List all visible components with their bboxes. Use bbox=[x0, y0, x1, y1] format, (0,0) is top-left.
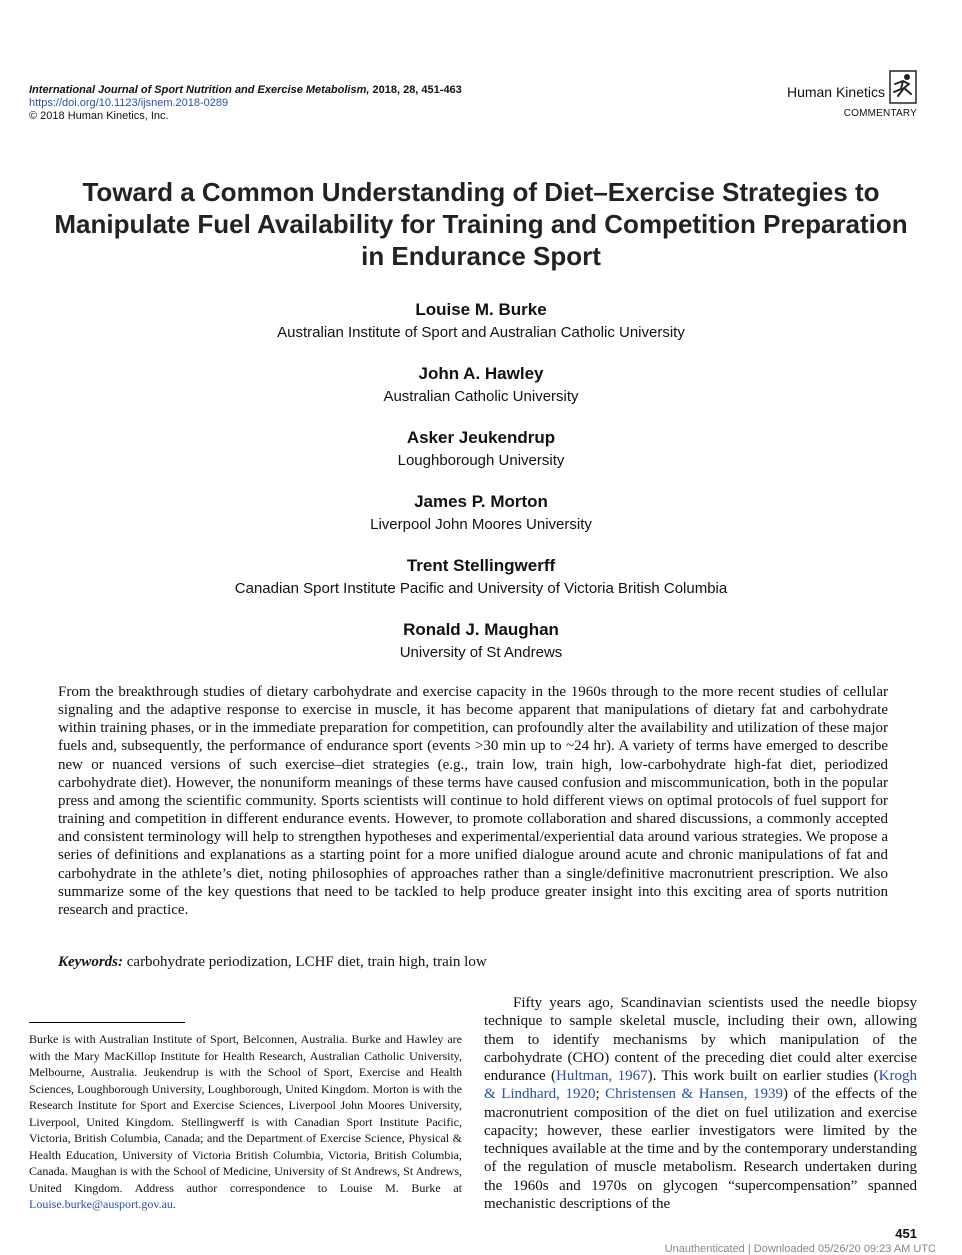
author-name: Asker Jeukendrup bbox=[406, 428, 556, 447]
author-affiliation: Australian Catholic University bbox=[383, 388, 579, 405]
author-affiliation: Australian Institute of Sport and Australian Catholic University bbox=[277, 324, 685, 341]
citation-separator: ; bbox=[595, 1086, 606, 1103]
body-text: Fifty years ago, Scandinavian scientists used the needle biopsy technique to sample skeletal muscle, including their own, allowing them to identify mechanisms by which manipulation of the carbohydrate (CHO) content of the preceding diet could alter exercise endurance ( bbox=[484, 995, 917, 1084]
human-kinetics-logo-icon bbox=[889, 70, 917, 104]
author-name: Ronald J. Maughan bbox=[403, 620, 559, 639]
journal-header bbox=[29, 84, 462, 123]
author-entry bbox=[40, 490, 922, 554]
author-affiliation: University of St Andrews bbox=[399, 644, 563, 661]
author-entry bbox=[40, 298, 922, 362]
citation-link[interactable]: Hultman, 1967 bbox=[556, 1068, 648, 1084]
author-list bbox=[40, 298, 922, 682]
author-name: John A. Hawley bbox=[418, 364, 544, 383]
citation-link[interactable]: Christensen & Hansen, 1939 bbox=[605, 1086, 783, 1103]
author-entry bbox=[40, 362, 922, 426]
download-notice: Unauthenticated | Downloaded 05/26/20 09:23 AM UTC bbox=[664, 1243, 936, 1255]
keywords-text: carbohydrate periodization, LCHF diet, train high, train low bbox=[123, 954, 487, 970]
author-name: Trent Stellingwerff bbox=[406, 556, 556, 575]
author-entry bbox=[40, 618, 922, 682]
keywords bbox=[58, 952, 487, 972]
copyright-notice: © 2018 Human Kinetics, Inc. bbox=[29, 110, 169, 122]
doi-link[interactable]: https://doi.org/10.1123/ijsnem.2018-0289 bbox=[29, 97, 229, 109]
correspondence-email-link[interactable]: Louise.burke@ausport.gov.au bbox=[29, 1197, 173, 1211]
footnote-divider bbox=[29, 1022, 185, 1023]
page-number: 451 bbox=[895, 1226, 917, 1241]
keywords-label: Keywords: bbox=[58, 954, 123, 970]
affiliation-footnote bbox=[29, 1031, 462, 1213]
footnote-end: . bbox=[172, 1197, 176, 1211]
citation-link[interactable]: Krogh & Lindhard, 1920 bbox=[484, 1068, 917, 1103]
journal-name: International Journal of Sport Nutrition and Exercise Metabolism, bbox=[29, 84, 370, 96]
author-name: Louise M. Burke bbox=[415, 300, 547, 319]
body-paragraph bbox=[484, 994, 917, 1213]
article-title: Toward a Common Understanding of Diet–Exercise Strategies to Manipulate Fuel Availability for Training and Competition Preparation in Endurance Sport bbox=[54, 177, 908, 271]
footnote-text: Burke is with Australian Institute of Sport, Belconnen, Australia. Burke and Hawley are with the Mary MacKillop Institute for Health Research, Australian Catholic University, Melbourne, Australia. Jeukendrup is with the School of Sport, Exercise and Health Sciences, Loughborough University, Loughborough, United Kingdom. Morton is with the Research Institute for Sport and Exercise Sciences, Liverpool John Moores University, Liverpool, United Kingdom. Stellingwerff is with Canadian Sport Institute Pacific, Victoria, British Columbia, Canada; and the Department of Exercise Science, Physical & Health Education, University of Victoria British Columbia, Victoria, British Columbia, Canada. Maughan is with the School of Medicine, University of St Andrews, St Andrews, United Kingdom. Address author correspondence to Louise M. Burke at bbox=[29, 1032, 462, 1195]
author-name: James P. Morton bbox=[414, 492, 548, 511]
author-entry bbox=[40, 426, 922, 490]
author-entry bbox=[40, 554, 922, 618]
publisher-name: Human Kinetics bbox=[786, 84, 885, 100]
body-text: ) of the effects of the macronutrient composition of the diet on fuel utilization and exercise capacity; however, these earlier investigators were limited by the techniques available at the time and by the contemporary understanding of the regulation of muscle metabolism. Research undertaken during the 1960s and 1970s on glycogen “supercompensation” spanned mechanistic descriptions of the bbox=[484, 1086, 917, 1212]
body-text: ). This work built on earlier studies ( bbox=[647, 1068, 879, 1084]
publisher-block bbox=[787, 70, 917, 120]
abstract: From the breakthrough studies of dietary carbohydrate and exercise capacity in the 1960s through to the more recent studies of cellular signaling and the adaptive response to exercise in muscle, it has become apparent that manipulations of dietary fat and carbohydrate within training phases, or in the immediate preparation for competition, can profoundly alter the availability and utilization of these major fuels and, subsequently, the performance of endurance sport (events >30 min up to ~24 hr). A variety of terms have emerged to describe new or nuanced versions of such exercise–diet strategies (e.g., train low, train high, low-carbohydrate high-fat diet, periodized carbohydrate diet). However, the nonuniform meanings of these terms have caused confusion and miscommunication, both in the popular press and among the scientific community. Sports scientists will continue to hold different views on optimal protocols of fuel support for training and competition in different endurance events. However, to promote collaboration and shared discussions, a commonly accepted and consistent terminology will help to strengthen hypotheses and experimental/experiential data around various strategies. We propose a series of definitions and explanations as a starting point for a more unified dialogue around acute and chronic manipulations of fat and carbohydrate in the athlete’s diet, noting philosophies of approaches rather than a single/definitive macronutrient prescription. We also summarize some of the key questions that need to be tackled to help produce greater insight into this exciting area of sports nutrition research and practice. bbox=[58, 684, 888, 918]
author-affiliation: Canadian Sport Institute Pacific and University of Victoria British Columbia bbox=[234, 580, 728, 597]
journal-citation: 2018, 28, 451-463 bbox=[369, 84, 462, 96]
author-affiliation: Loughborough University bbox=[397, 452, 565, 469]
article-type-label: COMMENTARY bbox=[843, 108, 917, 119]
author-affiliation: Liverpool John Moores University bbox=[370, 516, 592, 533]
